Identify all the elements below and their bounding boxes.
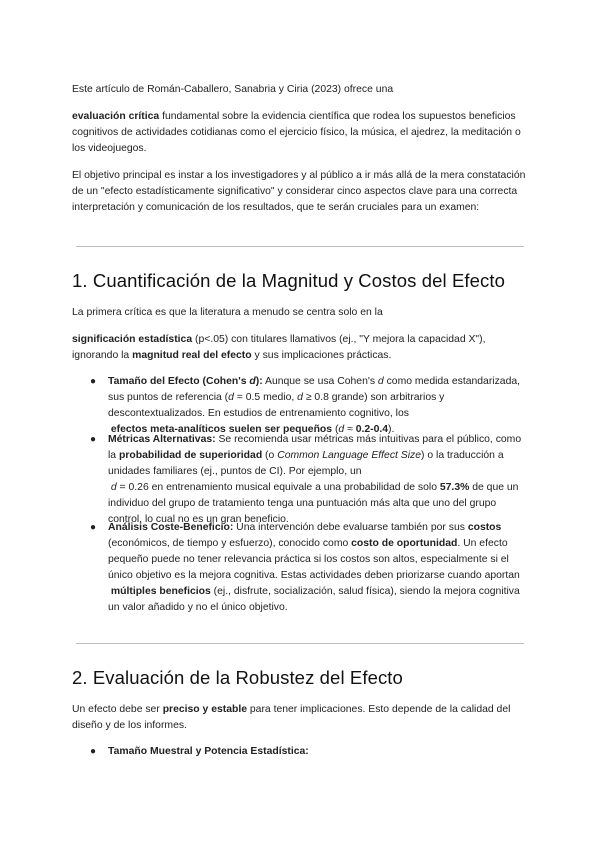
list-item-bold: costos (467, 522, 502, 533)
section2-paragraph-1 (72, 702, 532, 734)
list-item-text: ). (388, 424, 395, 435)
list-item-bold: probabilidad de superioridad (118, 450, 263, 461)
intro-paragraph-2 (72, 109, 532, 157)
intro-text-2: fundamental sobre la evidencia científica que rodea los supuestos beneficios cognitivos de actividades cotidianas como el ejercicio físico, la música, el ajedrez, la meditación o los videojuegos. (72, 111, 521, 154)
section1-paragraph-1 (72, 305, 532, 321)
intro-text-1: Este artículo de Román-Caballero, Sanabria y Ciria (2023) ofrece una (72, 84, 394, 95)
list-bullet-icon: ● (90, 746, 97, 757)
list-item-text: ≥ 0.8 grande) son arbitrarios y descontextualizados. En estudios de entrenamiento cognitivo, los (108, 392, 445, 419)
list-item-text: ( (332, 424, 339, 435)
list-item-italic: d (228, 392, 234, 403)
list-item-text: (económicos, de tiempo y esfuerzo), conocido como (108, 538, 352, 549)
list-item-bold: Tamaño del Efecto (Cohen's (108, 376, 250, 387)
section-divider-1 (76, 246, 524, 247)
section2-text: para tener implicaciones. Esto depende de la calidad del diseño y de los informes. (72, 704, 511, 731)
list-item-text: como medida estandarizada, sus puntos de referencia ( (108, 376, 521, 403)
list-item-text: ) o la traducción a unidades familiares (ej., puntos de CI). Por ejemplo, un (108, 450, 504, 477)
list-item-bold: Tamaño Muestral y Potencia Estadística: (108, 746, 309, 757)
list-item-cost-benefit (108, 520, 528, 616)
list-item-bold: 0.2-0.4 (355, 424, 389, 435)
list-item-bold: costo de oportunidad (351, 538, 458, 549)
list-item-italic: d (338, 424, 345, 435)
section1-text-2a: (p<.05) con titulares llamativos (ej., "Y mejora la capacidad X"), ignorando la (72, 334, 486, 361)
list-item-text: = 0.26 en entrenamiento musical equivale a una probabilidad de solo (116, 482, 440, 493)
section1-title: 1. Cuantificación de la Magnitud y Costos del Efecto (72, 270, 505, 291)
list-item-text: (o (262, 450, 278, 461)
list-item-text: (ej., disfrute, socialización, salud física), siendo la mejora cognitiva un valor añadido y no el único objetivo. (108, 586, 520, 613)
list-item-italic: Common Language Effect Size (277, 450, 422, 461)
list-item-text: Una intervención debe evaluarse también por sus (233, 522, 468, 533)
list-item-bold: efectos meta-analíticos suelen ser pequeños (110, 424, 333, 435)
list-item-italic: d (377, 376, 384, 387)
intro-bold-text: evaluación crítica (72, 111, 160, 122)
list-item-italic: d (110, 482, 117, 493)
list-item-bold: Análisis Coste-Beneficio: (108, 522, 234, 533)
list-bullet-icon: ● (90, 376, 97, 387)
section2-text: Un efecto debe ser (72, 704, 163, 715)
list-item-text: de que un individuo del grupo de tratamiento tenga una puntuación más alta que uno del grupo control, lo cual no es un gran beneficio. (108, 482, 519, 525)
section1-bold-2: magnitud real del efecto (132, 350, 252, 361)
section2-bold: preciso y estable (162, 704, 248, 715)
intro-paragraph-1 (72, 82, 532, 98)
list-item-bold: 57.3% (439, 482, 470, 493)
list-item-bold: múltiples beneficios (110, 586, 211, 597)
list-item-text: ≈ (344, 424, 356, 435)
intro-paragraph-3 (72, 168, 532, 216)
list-item-effect-size (108, 374, 528, 438)
list-item-alt-metrics (108, 432, 528, 528)
section1-text-2b: y sus implicaciones prácticas. (251, 350, 392, 361)
list-item-text: = 0.5 medio, (233, 392, 298, 403)
list-item-bold: ): (255, 376, 263, 387)
list-item-text: Aunque se usa Cohen's (262, 376, 378, 387)
list-item-sample-size (108, 744, 528, 760)
list-bullet-icon: ● (90, 522, 97, 533)
intro-text-3: El objetivo principal es instar a los investigadores y al público a ir más allá de la mera constatación de un "efecto estadísticamente significativo" y considerar cinco aspectos clave para una correcta interpretación y comunicación de los resultados, que te serán cruciales para un examen: (72, 170, 526, 213)
section1-bold-1: significación estadística (72, 334, 193, 345)
list-item-text: Se recomienda usar métricas más intuitivas para el público, como la (108, 434, 522, 461)
section-divider-2 (76, 643, 524, 644)
list-item-italic: d (297, 392, 303, 403)
section1-text-1: La primera crítica es que la literatura a menudo se centra solo en la (72, 307, 383, 318)
list-bullet-icon: ● (90, 434, 97, 445)
list-item-bold: Métricas Alternativas: (108, 434, 216, 445)
list-item-bold-italic: d (249, 376, 256, 387)
section2-title: 2. Evaluación de la Robustez del Efecto (72, 667, 403, 688)
list-item-text: . Un efecto pequeño puede no tener relevancia práctica si los costos son altos, especialmente si el único objetivo es la mejora cognitiva. Estas actividades deben priorizarse cuando aportan (108, 538, 520, 581)
section1-paragraph-2 (72, 332, 532, 364)
